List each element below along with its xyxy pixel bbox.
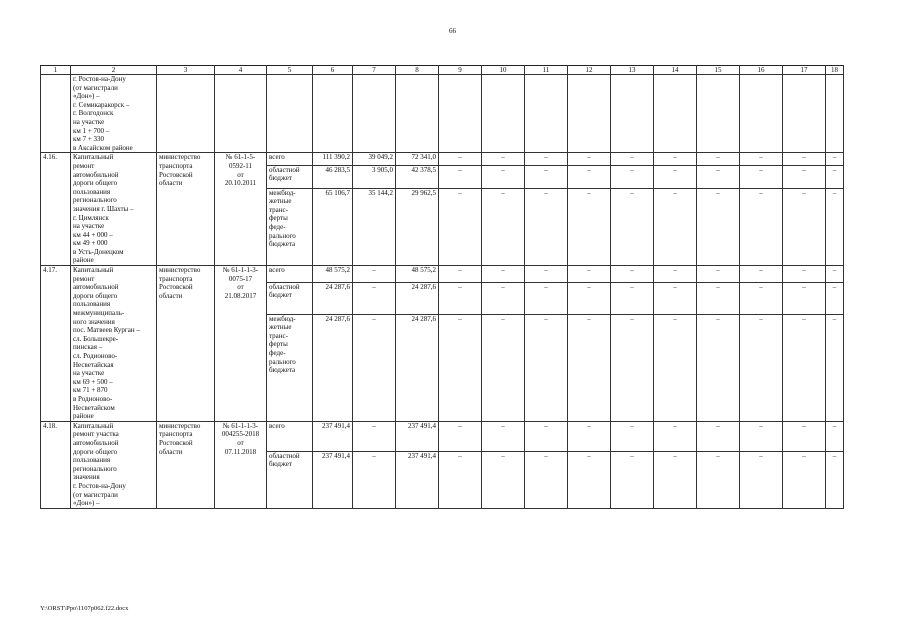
dash-cell: – [439,282,482,314]
dash-cell: – [783,188,826,266]
dash-cell: – [740,266,783,283]
value-cell: 237 491,4 [313,421,353,451]
column-number: 2 [71,66,157,75]
column-number: 3 [157,66,215,75]
dash-cell: – [654,165,697,188]
dash-cell: – [783,314,826,421]
value-cell: 24 287,6 [396,282,439,314]
dash-cell: – [697,451,740,508]
column-number: 14 [654,66,697,75]
row-number: 4.17. [41,266,71,422]
dash-cell: – [439,266,482,283]
cell-num [41,75,71,153]
row-number: 4.18. [41,421,71,508]
dash-cell: – [439,451,482,508]
dash-cell: – [568,421,611,451]
dash-cell: – [654,188,697,266]
object-name: Капитальный ремонт автомобильной дороги общего пользования межмуниципаль- ного значения пос. Матвеев Курган – сл. Большекре- пинская – сл. Родионово- Несветайская на участке км 69 + 500 – км 71 + 870 в Родионово- Несветайском районе [71,266,157,422]
column-number: 4 [215,66,267,75]
value-cell: 65 106,7 [313,188,353,266]
value-cell: 24 287,6 [313,314,353,421]
dash-cell: – [482,421,525,451]
dash-cell: – [611,153,654,165]
dash-cell: – [697,188,740,266]
dash-cell: – [740,282,783,314]
dash-cell: – [568,282,611,314]
dash-cell: – [568,188,611,266]
dash-cell: – [525,282,568,314]
value-cell: 72 341,0 [396,153,439,165]
value-cell: 237 491,4 [313,451,353,508]
value-cell: 3 905,0 [353,165,396,188]
dash-cell: – [826,153,844,165]
object-name: г. Ростов-на-Дону (от магистрали «Дон») – г. Семикаракорск – г. Волгодонск на участке км 1 + 700 – км 7 + 330 в Аксайском районе [71,75,157,153]
expertise-doc: № 61-1-1-3- 0075-17 от 21.08.2017 [215,266,267,422]
funding-source: областной бюджет [267,282,313,314]
dash-cell: – [482,188,525,266]
dash-cell: – [525,165,568,188]
dash-cell: – [525,421,568,451]
dash-cell: – [740,165,783,188]
column-number: 6 [313,66,353,75]
dash-cell: – [611,421,654,451]
row-number: 4.16. [41,153,71,266]
value-cell: – [353,266,396,283]
funding-source: областной бюджет [267,451,313,508]
table-row-continuation [41,75,844,153]
dash-cell: – [740,451,783,508]
column-number-row [41,66,844,75]
dash-cell: – [482,165,525,188]
dash-cell: – [568,153,611,165]
investment-table [40,65,844,509]
value-cell: 237 491,4 [396,421,439,451]
expertise-doc: № 61-1-1-3- 004255-2018 от 07.11.2018 [215,421,267,508]
page-number: 66 [449,27,456,35]
dash-cell: – [439,421,482,451]
dash-cell: – [697,421,740,451]
value-cell: 111 390,2 [313,153,353,165]
funding-source: межбюд- жетные транс- ферты феде- рального бюджета [267,314,313,421]
dash-cell: – [826,266,844,283]
dash-cell: – [826,282,844,314]
dash-cell: – [783,451,826,508]
value-cell: 48 575,2 [313,266,353,283]
dash-cell: – [826,165,844,188]
dash-cell: – [654,266,697,283]
dash-cell: – [568,266,611,283]
dash-cell: – [783,421,826,451]
organization: министерство транспорта Ростовской области [157,421,215,508]
value-cell: – [353,451,396,508]
dash-cell: – [740,153,783,165]
dash-cell: – [654,421,697,451]
dash-cell: – [783,153,826,165]
column-number: 5 [267,66,313,75]
dash-cell: – [568,314,611,421]
dash-cell: – [783,282,826,314]
dash-cell: – [482,266,525,283]
dash-cell: – [482,314,525,421]
dash-cell: – [439,188,482,266]
funding-source: межбюд- жетные транс- ферты феде- рального бюджета [267,188,313,266]
value-cell: 35 144,2 [353,188,396,266]
dash-cell: – [783,266,826,283]
column-number: 15 [697,66,740,75]
value-cell: – [353,421,396,451]
column-number: 18 [826,66,844,75]
column-number: 12 [568,66,611,75]
dash-cell: – [697,165,740,188]
organization: министерство транспорта Ростовской области [157,266,215,422]
dash-cell: – [568,165,611,188]
dash-cell: – [826,314,844,421]
footer-file-path: Y:\ORST\Ppo\1107p062.f22.docx [40,605,129,612]
dash-cell: – [568,451,611,508]
dash-cell: – [654,153,697,165]
value-cell: 46 283,5 [313,165,353,188]
expertise-doc: № 61-1-5- 0592-11 от 20.10.2011 [215,153,267,266]
dash-cell: – [654,282,697,314]
object-name: Капитальный ремонт автомобильной дороги общего пользования регионального значения г. Шахты – г. Цимлянск на участке км 44 + 000 – км 49 + 000 в Усть-Донецком районе [71,153,157,266]
dash-cell: – [525,153,568,165]
dash-cell: – [697,153,740,165]
dash-cell: – [482,153,525,165]
dash-cell: – [826,188,844,266]
value-cell: 237 491,4 [396,451,439,508]
dash-cell: – [697,314,740,421]
dash-cell: – [611,451,654,508]
column-number: 9 [439,66,482,75]
dash-cell: – [439,314,482,421]
dash-cell: – [783,165,826,188]
dash-cell: – [697,282,740,314]
value-cell: 48 575,2 [396,266,439,283]
dash-cell: – [826,451,844,508]
table-row-4-18 [41,421,844,451]
dash-cell: – [611,165,654,188]
dash-cell: – [740,188,783,266]
organization: министерство транспорта Ростовской области [157,153,215,266]
dash-cell: – [611,188,654,266]
dash-cell: – [611,314,654,421]
dash-cell: – [525,451,568,508]
column-number: 11 [525,66,568,75]
table-row-4-16 [41,153,844,165]
dash-cell: – [611,266,654,283]
dash-cell: – [826,421,844,451]
value-cell: – [353,282,396,314]
column-number: 8 [396,66,439,75]
column-number: 1 [41,66,71,75]
dash-cell: – [525,188,568,266]
value-cell: 24 287,6 [313,282,353,314]
dash-cell: – [654,451,697,508]
dash-cell: – [611,282,654,314]
dash-cell: – [740,314,783,421]
dash-cell: – [654,314,697,421]
value-cell: 24 287,6 [396,314,439,421]
dash-cell: – [439,165,482,188]
value-cell: 39 049,2 [353,153,396,165]
column-number: 16 [740,66,783,75]
object-name: Капитальный ремонт участка автомобильной дороги общего пользования регионального значения г. Ростов-на-Дону (от магистрали «Дон») – [71,421,157,508]
funding-source: всего [267,266,313,283]
dash-cell: – [482,282,525,314]
funding-source: всего [267,153,313,165]
dash-cell: – [697,266,740,283]
dash-cell: – [525,266,568,283]
value-cell: 42 378,5 [396,165,439,188]
dash-cell: – [525,314,568,421]
value-cell: 29 962,5 [396,188,439,266]
column-number: 7 [353,66,396,75]
table-row-4-17 [41,266,844,283]
column-number: 13 [611,66,654,75]
dash-cell: – [740,421,783,451]
dash-cell: – [482,451,525,508]
funding-source: всего [267,421,313,451]
column-number: 17 [783,66,826,75]
funding-source: областной бюджет [267,165,313,188]
value-cell: – [353,314,396,421]
column-number: 10 [482,66,525,75]
dash-cell: – [439,153,482,165]
